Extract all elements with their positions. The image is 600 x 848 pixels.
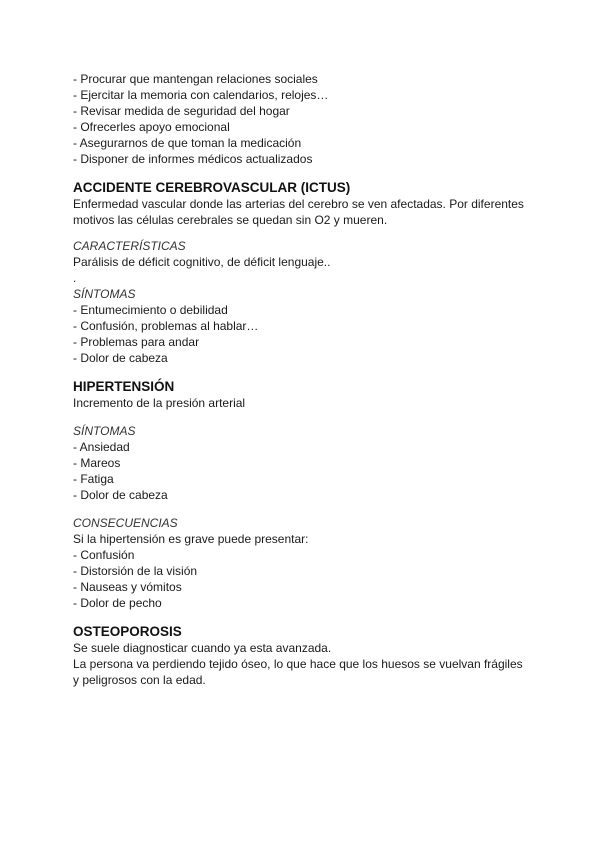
subheading: SÍNTOMAS bbox=[73, 424, 136, 438]
list-item: - Asegurarnos de que toman la medicación bbox=[73, 136, 302, 150]
section-description: motivos las células cerebrales se quedan sin O2 y mueren. bbox=[73, 213, 388, 227]
section-text: La persona va perdiendo tejido óseo, lo que hace que los huesos se vuelvan frágiles bbox=[73, 657, 523, 671]
stray-dot: . bbox=[73, 271, 77, 285]
list-item: - Ofrecerles apoyo emocional bbox=[73, 120, 230, 134]
section-description: Incremento de la presión arterial bbox=[73, 396, 246, 410]
list-item: - Entumecimiento o debilidad bbox=[73, 303, 228, 317]
characteristics-text: Parálisis de déficit cognitivo, de déficit lenguaje.. bbox=[73, 255, 331, 269]
list-item: - Fatiga bbox=[73, 472, 114, 486]
subheading: CARACTERÍSTICAS bbox=[73, 239, 186, 253]
symptoms-list bbox=[73, 302, 543, 366]
list-item: - Disponer de informes médicos actualizados bbox=[73, 152, 313, 166]
list-item: - Ansiedad bbox=[73, 440, 130, 454]
list-item: - Distorsión de la visión bbox=[73, 564, 198, 578]
section-text: y peligrosos con la edad. bbox=[73, 673, 206, 687]
list-item: - Ejercitar la memoria con calendarios, relojes… bbox=[73, 88, 329, 102]
list-item: - Dolor de cabeza bbox=[73, 488, 168, 502]
consequences-intro: Si la hipertensión es grave puede presentar: bbox=[73, 532, 309, 546]
section-hipertension bbox=[73, 378, 543, 611]
subheading: CONSECUENCIAS bbox=[73, 516, 178, 530]
list-item: - Mareos bbox=[73, 456, 121, 470]
subheading: SÍNTOMAS bbox=[73, 287, 136, 301]
document-content bbox=[73, 71, 543, 688]
symptoms-list bbox=[73, 439, 543, 503]
list-item: - Dolor de pecho bbox=[73, 596, 162, 610]
list-item: - Procurar que mantengan relaciones sociales bbox=[73, 72, 318, 86]
consequences-list bbox=[73, 547, 543, 611]
list-item: - Revisar medida de seguridad del hogar bbox=[73, 104, 290, 118]
section-heading: HIPERTENSIÓN bbox=[73, 379, 175, 394]
section-osteoporosis bbox=[73, 623, 543, 688]
section-description: Enfermedad vascular donde las arterias del cerebro se ven afectadas. Por diferentes bbox=[73, 197, 524, 211]
list-item: - Confusión bbox=[73, 548, 135, 562]
section-heading: OSTEOPOROSIS bbox=[73, 624, 182, 639]
list-item: - Problemas para andar bbox=[73, 335, 200, 349]
section-text: Se suele diagnosticar cuando ya esta avanzada. bbox=[73, 641, 332, 655]
list-item: - Confusión, problemas al hablar… bbox=[73, 319, 259, 333]
section-heading: ACCIDENTE CEREBROVASCULAR (ICTUS) bbox=[73, 180, 351, 195]
section-ictus bbox=[73, 179, 543, 366]
list-item: - Nauseas y vómitos bbox=[73, 580, 182, 594]
care-list bbox=[73, 71, 543, 167]
list-item: - Dolor de cabeza bbox=[73, 351, 168, 365]
